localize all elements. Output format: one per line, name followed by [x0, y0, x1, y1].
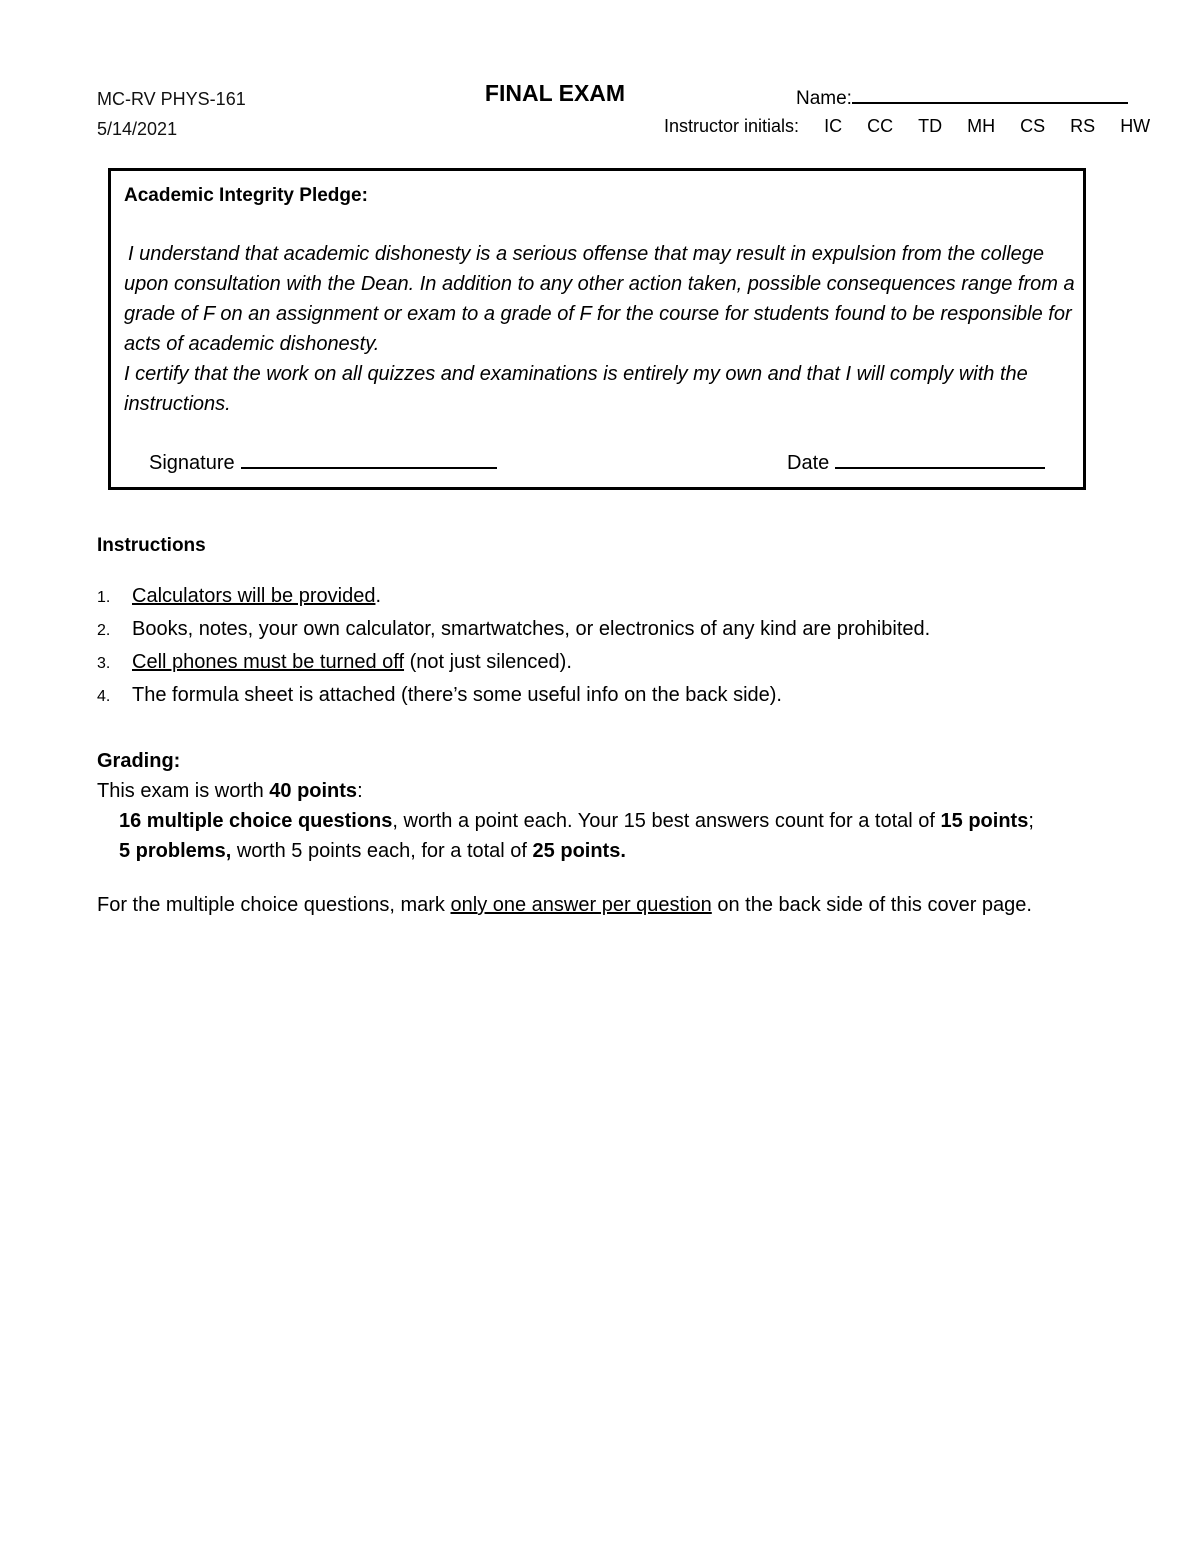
problem-detail: worth 5 points each, for a total of: [231, 840, 533, 862]
date-label: Date: [787, 452, 830, 474]
item-text: (not just silenced).: [404, 651, 572, 673]
signature-blank[interactable]: [241, 449, 497, 469]
name-field[interactable]: [796, 84, 1128, 110]
initial-hw[interactable]: HW: [1120, 116, 1151, 136]
instructor-initials: [664, 116, 1150, 137]
mc-note-suffix: on the back side of this cover page.: [711, 894, 1032, 916]
list-item: [97, 647, 930, 680]
list-item: [97, 614, 930, 647]
grading-title: Grading:: [97, 750, 181, 772]
grading-total: [97, 776, 1034, 806]
item-number: 2.: [97, 622, 111, 639]
multiple-choice-note: [97, 894, 1032, 917]
item-text: .: [375, 585, 382, 607]
pledge-title: Academic Integrity Pledge:: [124, 185, 368, 206]
item-number: 1.: [97, 589, 111, 606]
list-item: [97, 680, 930, 713]
grading-multiple-choice: [97, 806, 1034, 836]
item-underlined: Cell phones must be turned off: [132, 651, 405, 673]
mc-end: ;: [1028, 810, 1034, 832]
page-title: FINAL EXAM: [484, 80, 626, 106]
signature-label: Signature: [149, 452, 235, 474]
item-text: Books, notes, your own calculator, smartwatches, or electronics of any kind are prohibited.: [132, 618, 931, 640]
item-number: 4.: [97, 688, 111, 705]
date-field[interactable]: [787, 449, 1045, 475]
item-number: 3.: [97, 655, 111, 672]
initial-td[interactable]: TD: [918, 116, 943, 136]
grading-total-points: 40 points: [269, 780, 358, 802]
pledge-paragraph-1: I understand that academic dishonesty is a serious offense that may result in expulsion from the college upon consultation with the Dean. In addition to any other action taken, possible consequences range from a grade of F on an assignment or exam to a grade of F for the course for students found to be responsible for acts of academic dishonesty.: [124, 243, 1075, 355]
grading-total-suffix: :: [357, 780, 363, 802]
grading-section: [97, 746, 1034, 866]
signature-field[interactable]: [149, 449, 497, 475]
name-blank[interactable]: [852, 84, 1128, 104]
initials-label: Instructor initials:: [664, 116, 800, 136]
problem-count: 5 problems,: [119, 840, 232, 862]
initial-rs[interactable]: RS: [1070, 116, 1096, 136]
item-text: The formula sheet is attached (there’s some useful info on the back side).: [132, 684, 782, 706]
mc-count: 16 multiple choice questions: [119, 810, 393, 832]
list-item: [97, 581, 930, 614]
initial-ic[interactable]: IC: [824, 116, 843, 136]
date-blank[interactable]: [835, 449, 1045, 469]
course-code: MC-RV PHYS-161: [97, 89, 246, 109]
instructions-title: Instructions: [97, 535, 206, 556]
pledge-text: [124, 239, 1079, 419]
initial-cs[interactable]: CS: [1020, 116, 1046, 136]
grading-problems: [97, 836, 1034, 866]
problem-points: 25 points.: [532, 840, 626, 862]
mc-note-prefix: For the multiple choice questions, mark: [97, 894, 451, 916]
mc-note-underlined: only one answer per question: [450, 894, 712, 916]
grading-total-prefix: This exam is worth: [97, 780, 270, 802]
mc-detail: , worth a point each. Your 15 best answers count for a total of: [392, 810, 941, 832]
initial-cc[interactable]: CC: [867, 116, 894, 136]
exam-date: 5/14/2021: [97, 119, 178, 139]
mc-points: 15 points: [940, 810, 1029, 832]
pledge-paragraph-2: I certify that the work on all quizzes and examinations is entirely my own and that I will comply with the instructions.: [124, 363, 1028, 415]
name-label: Name:: [796, 88, 852, 109]
initial-mh[interactable]: MH: [967, 116, 996, 136]
instructions-list: [97, 581, 930, 713]
academic-integrity-box: [108, 168, 1086, 490]
item-underlined: Calculators will be provided: [132, 585, 376, 607]
